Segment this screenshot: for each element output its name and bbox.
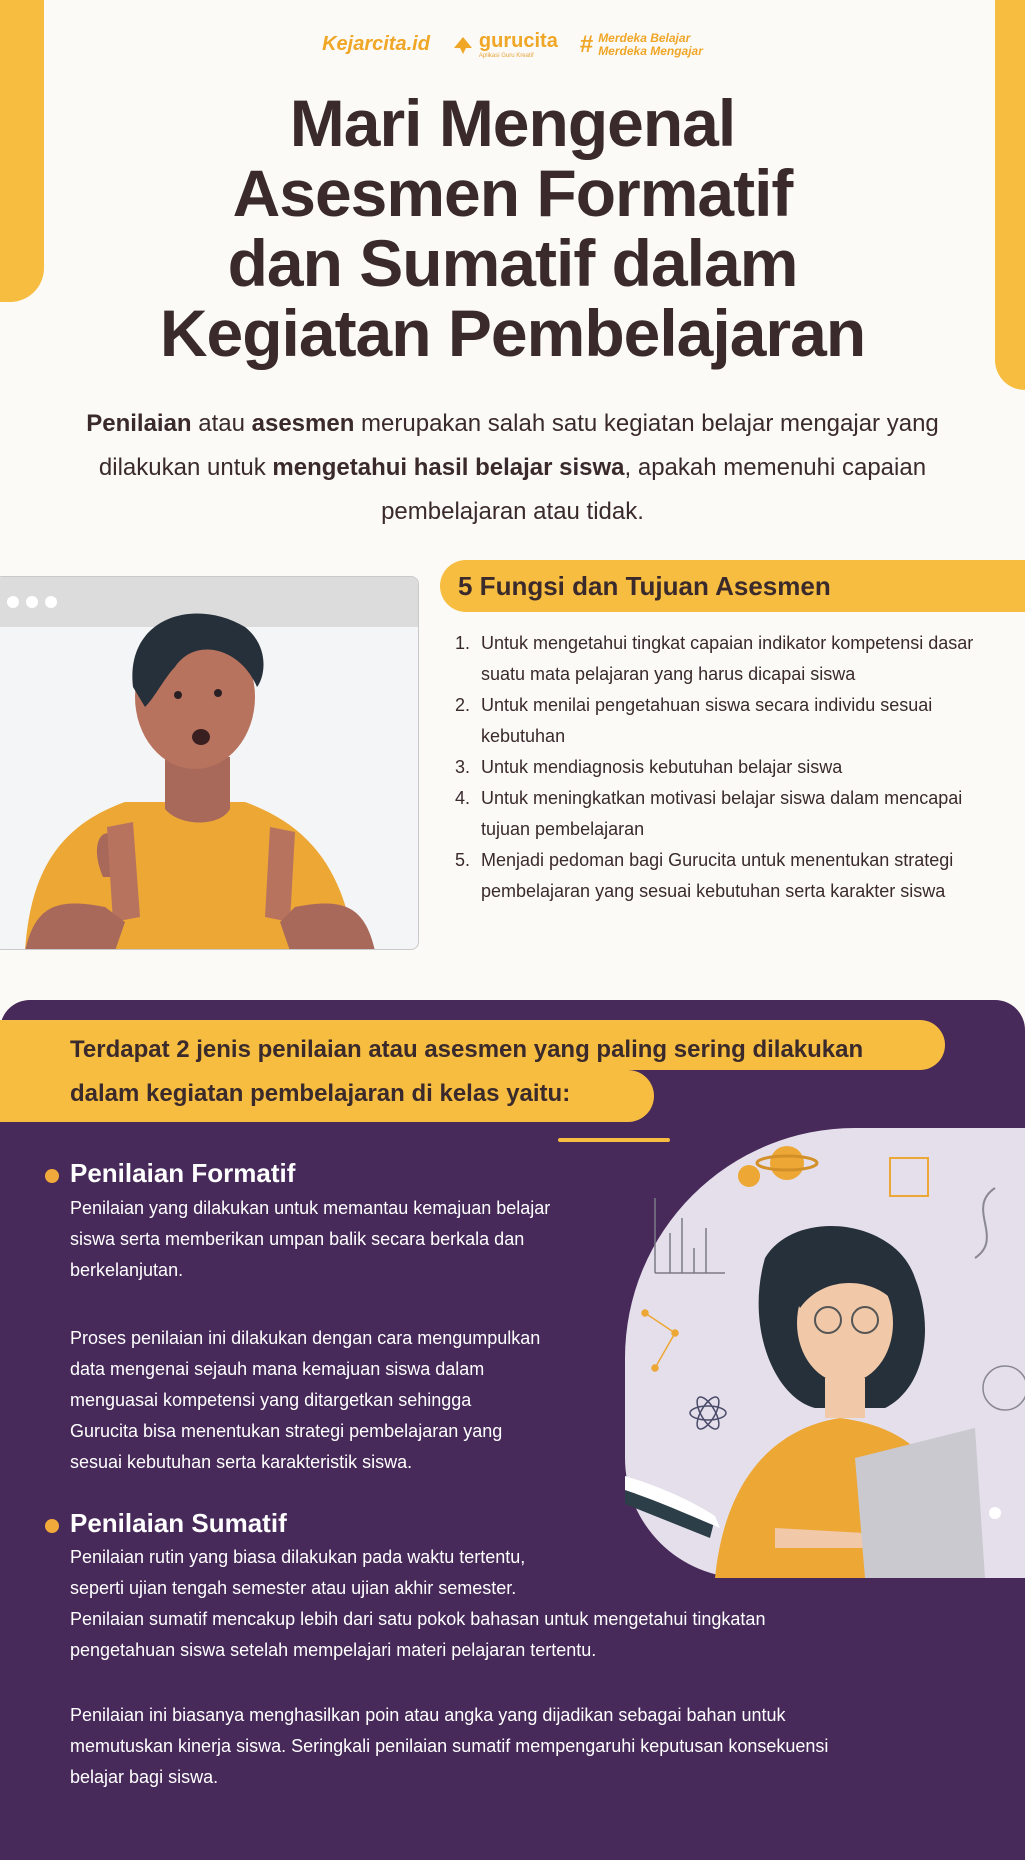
list-item-text: Untuk meningkatkan motivasi belajar siswa dalam mencapai tujuan pembelajaran	[481, 788, 963, 839]
text-line: berkelanjutan.	[70, 1260, 184, 1280]
text-line: data mengenai sejauh mana kemajuan siswa dalam	[70, 1359, 485, 1379]
jenis-line-2: dalam kegiatan pembelajaran di kelas yaitu:	[70, 1080, 571, 1107]
formatif-paragraph-2	[70, 1323, 630, 1478]
kejarcita-logo-text: Kejarcita.id	[322, 33, 430, 55]
intro-bold-3: mengetahui hasil belajar siswa	[272, 454, 625, 481]
title-line-3: dan Sumatif dalam	[227, 226, 798, 300]
formatif-paragraph-1	[70, 1193, 630, 1286]
text-line: belajar bagi siswa.	[70, 1767, 219, 1787]
fungsi-list	[455, 628, 975, 907]
list-item-number: 4.	[455, 788, 471, 808]
woman-studying-illustration	[625, 1128, 1025, 1578]
merdeka-line-2: Merdeka Mengajar	[598, 43, 703, 58]
intro-bold-2: asesmen	[251, 410, 355, 437]
text-line: Gurucita bisa menentukan strategi pembelajaran yang	[70, 1421, 503, 1441]
jenis-heading	[70, 1028, 950, 1116]
logo-bar	[0, 30, 1025, 59]
fungsi-heading: 5 Fungsi dan Tujuan Asesmen	[458, 570, 831, 601]
sumatif-paragraph-1	[70, 1542, 970, 1666]
jenis-line-1: Terdapat 2 jenis penilaian atau asesmen yang paling sering dilakukan	[70, 1036, 864, 1063]
kejarcita-logo	[322, 33, 430, 56]
text-line: pengetahuan siswa setelah mempelajari materi pelajaran tertentu.	[70, 1640, 597, 1660]
hashtag-icon: #	[579, 31, 594, 58]
intro-text-1: atau	[191, 410, 252, 437]
bullet-formatif-icon	[45, 1169, 59, 1183]
constellation-icon	[642, 1310, 678, 1371]
title-line-4: Kegiatan Pembelajaran	[159, 296, 866, 370]
browser-window-illustration	[0, 576, 419, 950]
list-item-number: 1.	[455, 633, 471, 653]
formatif-heading: Penilaian Formatif	[70, 1158, 296, 1188]
text-line: Proses penilaian ini dilakukan dengan cara mengumpulkan	[70, 1328, 541, 1348]
cube-icon	[890, 1158, 928, 1196]
list-item-number: 5.	[455, 850, 471, 870]
sumatif-paragraph-2	[70, 1700, 970, 1793]
text-line: seperti ujian tengah semester atau ujian akhir semester.	[70, 1578, 517, 1598]
intro-text-3: , apakah memenuhi capaian pembelajaran atau tidak.	[381, 454, 927, 525]
text-line: Penilaian ini biasanya menghasilkan poin atau angka yang dijadikan sebagai bahan untuk	[70, 1705, 786, 1725]
intro-paragraph	[55, 402, 970, 534]
title-line-1: Mari Mengenal	[289, 86, 736, 160]
intro-text-2: merupakan salah satu kegiatan belajar mengajar yang dilakukan untuk	[98, 410, 939, 481]
list-item	[455, 690, 975, 752]
dna-icon	[975, 1188, 995, 1258]
list-item	[455, 628, 975, 690]
fungsi-heading-banner	[440, 560, 1025, 612]
gurucita-logo-text: gurucita	[478, 30, 558, 52]
gurucita-emblem-icon	[452, 34, 474, 56]
list-item-number: 3.	[455, 757, 471, 777]
list-item	[455, 783, 975, 845]
text-line: Penilaian yang dilakukan untuk memantau kemajuan belajar	[70, 1198, 551, 1218]
text-line: Penilaian sumatif mencakup lebih dari satu pokok bahasan untuk mengetahui tingkatan	[70, 1609, 766, 1629]
planet-icon	[770, 1146, 804, 1180]
man-presenting-illustration	[0, 577, 419, 950]
text-line: Penilaian rutin yang biasa dilakukan pada waktu tertentu,	[70, 1547, 526, 1567]
text-line: memutuskan kinerja siswa. Seringkali penilaian sumatif mempengaruhi keputusan konsekuensi	[70, 1736, 829, 1756]
text-line: menguasai kompetensi yang ditargetkan sehingga	[70, 1390, 472, 1410]
list-item-text: Untuk mendiagnosis kebutuhan belajar siswa	[481, 757, 843, 777]
gurucita-tagline: Aplikasi Guru Kreatif	[478, 53, 534, 59]
list-item	[455, 752, 975, 783]
sumatif-heading: Penilaian Sumatif	[70, 1508, 287, 1538]
bullet-sumatif-icon	[45, 1519, 59, 1533]
title-line-2: Asesmen Formatif	[232, 156, 793, 230]
bar-chart-icon	[655, 1198, 725, 1273]
gurucita-logo	[452, 30, 558, 59]
list-item-text: Menjadi pedoman bagi Gurucita untuk menentukan strategi pembelajaran yang sesuai kebutuhan serta karakter siswa	[481, 850, 954, 901]
list-item-number: 2.	[455, 695, 471, 715]
merdeka-logo	[580, 32, 703, 58]
text-line: siswa serta memberikan umpan balik secara berkala dan	[70, 1229, 525, 1249]
atom-icon	[690, 1394, 726, 1432]
list-item	[455, 845, 975, 907]
list-item-text: Untuk mengetahui tingkat capaian indikator kompetensi dasar suatu mata pelajaran yang harus dicapai siswa	[481, 633, 974, 684]
page-title	[60, 88, 965, 368]
intro-bold-1: Penilaian	[86, 410, 192, 437]
list-item-text: Untuk menilai pengetahuan siswa secara individu sesuai kebutuhan	[481, 695, 933, 746]
merdeka-line-1: Merdeka Belajar	[598, 30, 691, 45]
text-line: sesuai kebutuhan serta karakteristik siswa.	[70, 1452, 413, 1472]
